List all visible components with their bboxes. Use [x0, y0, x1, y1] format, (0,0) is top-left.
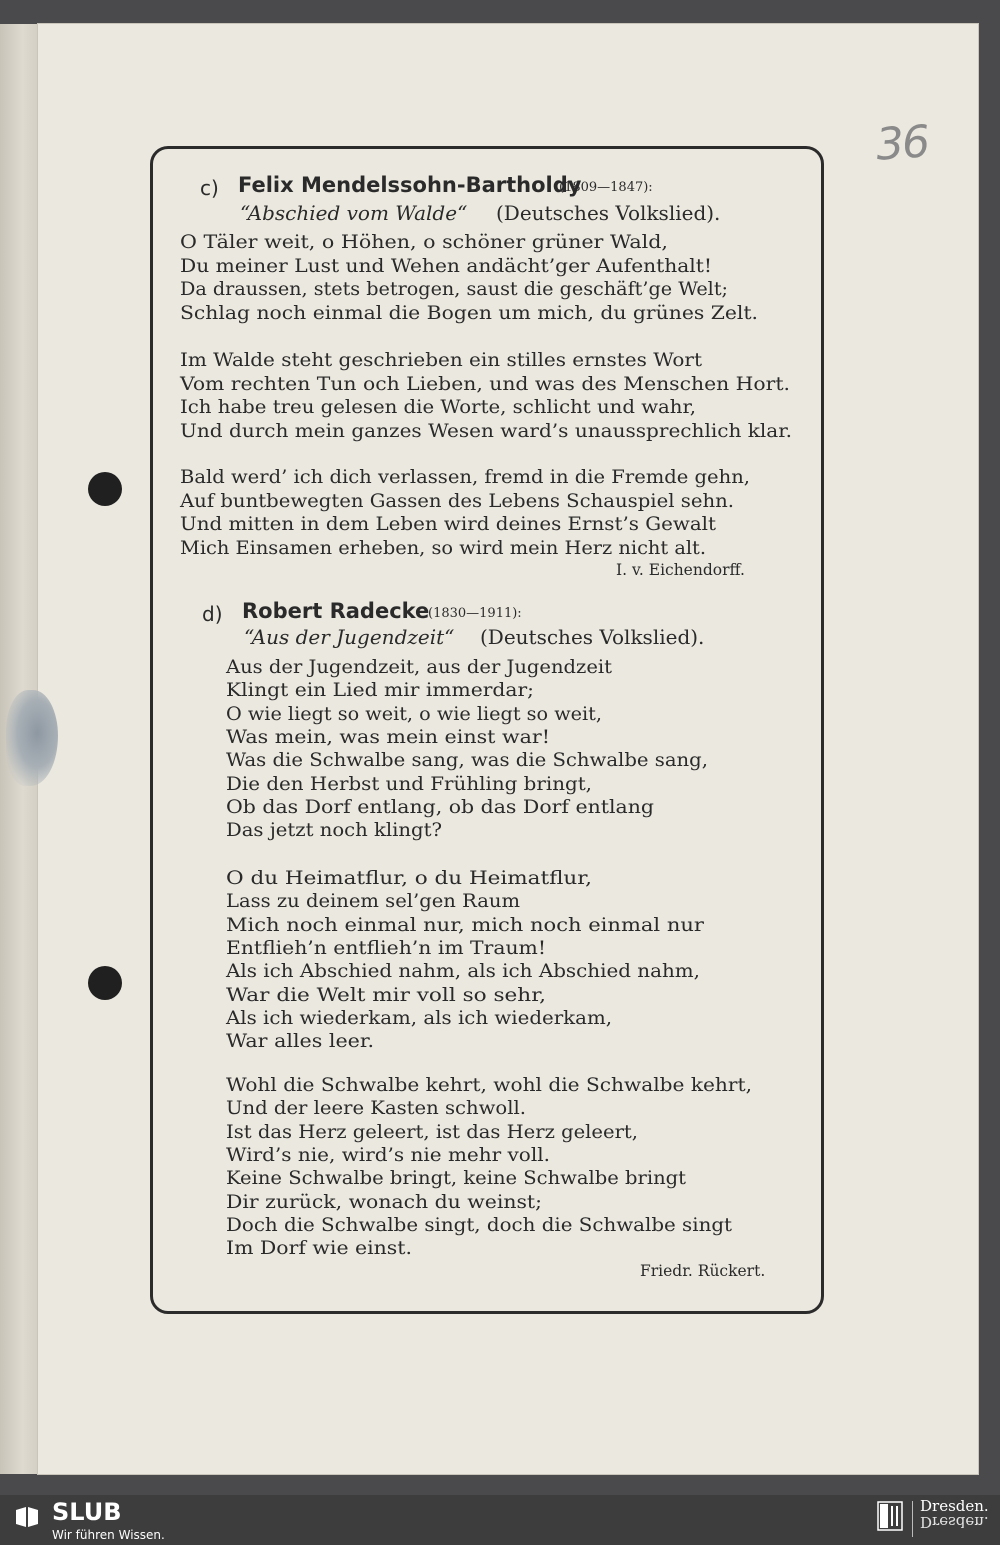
- lyric-line: Das jetzt noch klingt?: [226, 820, 442, 842]
- footer-divider: [912, 1501, 913, 1537]
- lyric-line: Schlag noch einmal die Bogen um mich, du grünes Zelt.: [180, 302, 758, 324]
- lyric-line: War die Welt mir voll so sehr,: [226, 984, 546, 1006]
- dresden-logo-text: Dresden. Dresden.: [920, 1497, 989, 1531]
- section-d-dates: (1830—1911):: [428, 606, 522, 621]
- lyric-line: Du meiner Lust und Wehen andächt’ger Aufenthalt!: [180, 255, 712, 277]
- section-c-dates: (1809—1847):: [559, 180, 653, 195]
- lyric-line: Entflieh’n entflieh’n im Traum!: [226, 937, 546, 959]
- lyric-line: Bald werd’ ich dich verlassen, fremd in die Fremde gehn,: [180, 467, 750, 488]
- punch-hole-bottom: [88, 966, 122, 1000]
- lyric-line: Als ich Abschied nahm, als ich Abschied nahm,: [226, 961, 700, 983]
- lyric-line: Aus der Jugendzeit, aus der Jugendzeit: [226, 657, 612, 678]
- section-d-song-title: “Aus der Jugendzeit“: [244, 625, 455, 649]
- dresden-crest-icon: [877, 1501, 903, 1531]
- lyric-line: War alles leer.: [226, 1031, 374, 1053]
- slub-book-icon: [14, 1505, 40, 1529]
- section-d-author: Friedr. Rückert.: [640, 1262, 766, 1280]
- section-d-song-type: (Deutsches Volkslied).: [480, 625, 705, 649]
- lyric-line: Was die Schwalbe sang, was die Schwalbe sang,: [226, 750, 708, 772]
- section-c-letter: c): [200, 176, 219, 200]
- lyric-line: Im Walde steht geschrieben ein stilles ernstes Wort: [180, 350, 702, 371]
- lyric-line: Ist das Herz geleert, ist das Herz geleert,: [226, 1121, 638, 1143]
- lyric-line: Mich Einsamen erheben, so wird mein Herz nicht alt.: [180, 537, 706, 559]
- lyric-line: Als ich wiederkam, als ich wiederkam,: [226, 1007, 612, 1029]
- lyric-line: Lass zu deinem sel’gen Raum: [226, 891, 520, 913]
- slub-logo-text: SLUB: [52, 1498, 122, 1526]
- lyric-line: Mich noch einmal nur, mich noch einmal nur: [226, 914, 704, 936]
- lyric-line: Im Dorf wie einst.: [226, 1238, 412, 1260]
- section-c-author: I. v. Eichendorff.: [616, 561, 745, 579]
- lyric-line: O Täler weit, o Höhen, o schöner grüner Wald,: [180, 232, 668, 253]
- lyric-line: Was mein, was mein einst war!: [226, 726, 550, 748]
- lyric-line: Und mitten in dem Leben wird deines Ernst’s Gewalt: [180, 514, 716, 535]
- punch-hole-top: [88, 472, 122, 506]
- handwritten-page-number: 36: [874, 116, 930, 171]
- section-c-song-type: (Deutsches Volkslied).: [496, 201, 721, 225]
- lyric-line: Da draussen, stets betrogen, saust die geschäft’ge Welt;: [180, 279, 728, 300]
- section-c-song-title: “Abschied vom Walde“: [240, 201, 468, 225]
- lyric-line: Und der leere Kasten schwoll.: [226, 1098, 526, 1120]
- lyric-line: Klingt ein Lied mir immerdar;: [226, 680, 534, 702]
- lyric-line: Keine Schwalbe bringt, keine Schwalbe bringt: [226, 1168, 686, 1190]
- section-c-composer: Felix Mendelssohn-Bartholdy: [238, 173, 582, 197]
- lyric-line: Doch die Schwalbe singt, doch die Schwalbe singt: [226, 1214, 732, 1236]
- slub-tagline: Wir führen Wissen.: [52, 1528, 165, 1542]
- lyric-line: O du Heimatflur, o du Heimatflur,: [226, 868, 592, 889]
- lyric-line: Ich habe treu gelesen die Worte, schlicht und wahr,: [180, 397, 696, 418]
- lyric-line: Vom rechten Tun och Lieben, und was des Menschen Hort.: [180, 373, 790, 395]
- footer-bar: [0, 1495, 1000, 1545]
- lyric-line: Wohl die Schwalbe kehrt, wohl die Schwalbe kehrt,: [226, 1075, 752, 1096]
- lyric-line: Wird’s nie, wird’s nie mehr voll.: [226, 1144, 550, 1166]
- section-d-letter: d): [202, 602, 223, 626]
- section-d-composer: Robert Radecke: [242, 599, 430, 623]
- lyric-line: Und durch mein ganzes Wesen ward’s unaussprechlich klar.: [180, 420, 792, 442]
- lyric-line: Dir zurück, wonach du weinst;: [226, 1191, 542, 1213]
- lyric-line: Die den Herbst und Frühling bringt,: [226, 773, 592, 795]
- lyric-line: Ob das Dorf entlang, ob das Dorf entlang: [226, 796, 654, 818]
- lyric-line: Auf buntbewegten Gassen des Lebens Schauspiel sehn.: [180, 490, 734, 512]
- lyric-line: O wie liegt so weit, o wie liegt so weit,: [226, 703, 602, 725]
